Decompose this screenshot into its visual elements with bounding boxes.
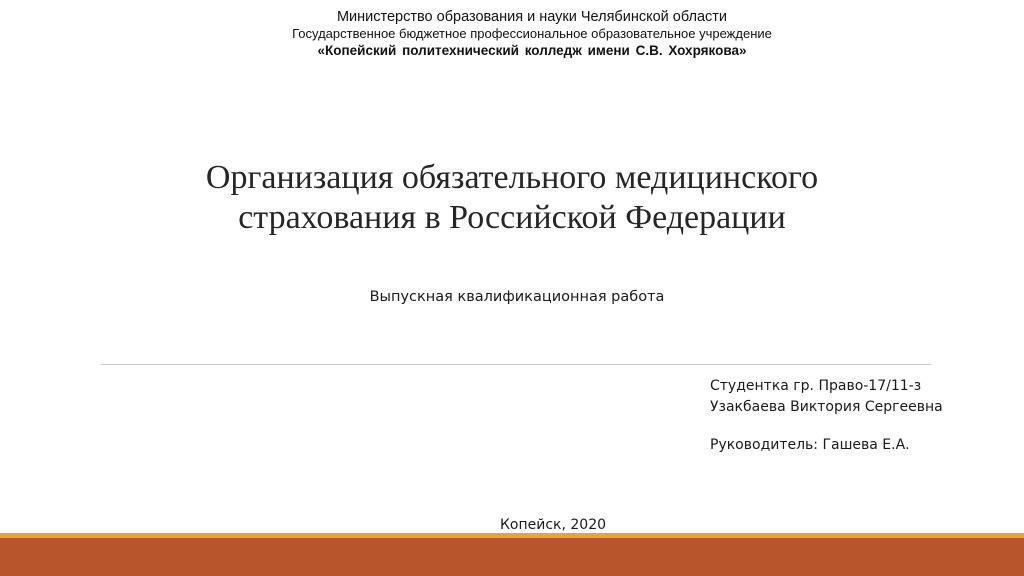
ministry-name: Министерство образования и науки Челябинской области: [336, 9, 728, 25]
author-info: [710, 376, 1010, 456]
student-group: Студентка гр. Право-17/11-з: [710, 378, 922, 394]
college-name: «Копейский политехнический колледж имени С.В. Хохрякова»: [317, 43, 747, 58]
divider-line: [101, 364, 931, 365]
institution-type: Государственное бюджетное профессиональное образовательное учреждение: [292, 26, 772, 41]
supervisor: Руководитель: Гашева Е.А.: [710, 437, 910, 453]
work-type-subtitle: Выпускная квалификационная работа: [369, 289, 665, 305]
slide-title: [80, 158, 944, 238]
slide-title-line-1: Организация обязательного медицинского: [205, 159, 819, 196]
institution-header: [0, 8, 1024, 59]
accent-bar-bottom: [0, 538, 1024, 576]
slide-title-line-2: страхования в Российской Федерации: [238, 199, 786, 236]
student-name: Узакбаева Виктория Сергеевна: [710, 399, 943, 415]
spacer: [710, 418, 1010, 435]
city-year: Копейск, 2020: [499, 517, 607, 533]
